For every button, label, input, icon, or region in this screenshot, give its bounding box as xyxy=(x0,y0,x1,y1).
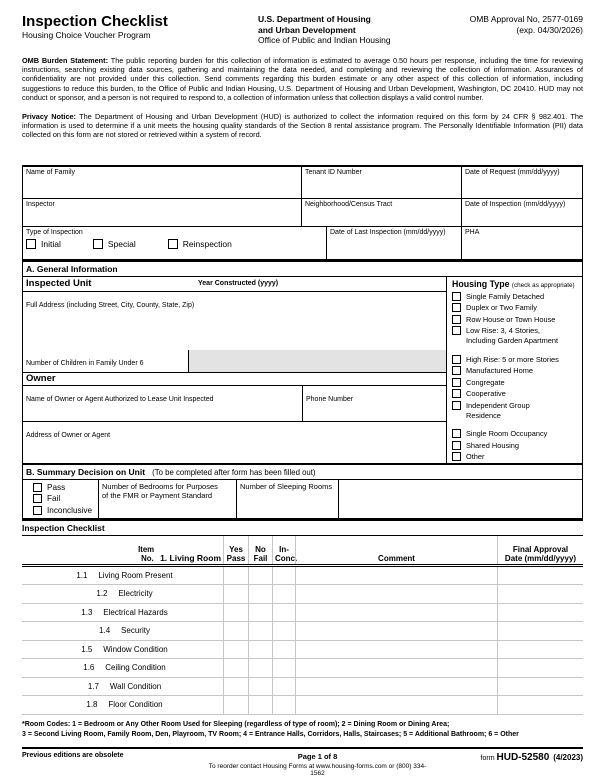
burden-label: OMB Burden Statement: xyxy=(22,55,108,65)
type-of-inspection-label: Type of Inspection xyxy=(26,228,83,236)
checklist-row xyxy=(22,659,583,678)
inc-header-line2: Conc. xyxy=(275,553,298,563)
no-fail-cell[interactable] xyxy=(248,585,272,603)
previous-editions-note: Previous editions are obsolete xyxy=(22,751,124,759)
yes-pass-cell[interactable] xyxy=(223,678,248,696)
dept-line3: Office of Public and Indian Housing xyxy=(258,35,391,45)
date-of-request-field[interactable] xyxy=(461,167,582,198)
owner-name-label: Name of Owner or Agent Authorized to Lease Unit Inspected xyxy=(26,395,214,403)
comment-cell[interactable] xyxy=(295,567,497,585)
owner-name-field[interactable] xyxy=(23,386,303,421)
housing-type-heading: Housing Type xyxy=(452,278,510,289)
children-under-6-label: Number of Children in Family Under 6 xyxy=(26,359,144,367)
date-last-inspection-field[interactable] xyxy=(326,227,461,259)
special-label: Special xyxy=(107,238,136,249)
fail-label: Fail xyxy=(47,494,61,504)
pass-label: Pass xyxy=(47,482,66,492)
row-label: Living Room Present xyxy=(98,570,173,580)
date-of-request-label: Date of Request (mm/dd/yyyy) xyxy=(465,168,560,176)
inconclusive-cell[interactable] xyxy=(272,622,295,640)
comment-cell[interactable] xyxy=(295,604,497,622)
inc-header-line1: In- xyxy=(279,544,289,554)
item-header-line1: Item xyxy=(138,544,155,554)
owner-address-field[interactable] xyxy=(23,422,446,456)
housing-item-label: Shared Housing xyxy=(466,440,520,450)
checkbox-shared-housing[interactable] xyxy=(452,441,461,450)
final-approval-cell[interactable] xyxy=(497,567,583,585)
checkbox-single-room-occupancy[interactable] xyxy=(452,429,461,438)
bedrooms-field[interactable] xyxy=(98,480,236,518)
housing-item-label: High Rise: 5 or more Stories xyxy=(466,354,559,364)
housing-item-continuation: Residence xyxy=(466,410,501,420)
burden-text: The public reporting burden for this collection of information is estimated to average 0.50 hours per response, including the time for reviewing instructions, searching existing data sources, gathering and maintaining the data needed, and completing and reviewing the collection of information. Assurances of confidentiality are not provided under this collection. Send comments regarding this burden estimate or any other aspect of this collection of information, including suggestions to reduce this burden, to the Office of Public and Indian Housing, U.S. Department of Housing and Urban Development, Washington, DC 20410. HUD may not conduct or sponsor, and a person is not required to respond to, a collection of information unless that collection displays a valid control number. xyxy=(22,55,583,103)
room-codes-line2: 3 = Second Living Room, Family Room, Den, Playroom, TV Room; 4 = Entrance Halls, Corridors, Halls, Staircases; 5 = Additional Bathroom; 6 = Other xyxy=(22,730,519,738)
checklist-table xyxy=(22,536,583,715)
row-number: 1.6 xyxy=(83,663,95,673)
section-b-title: B. Summary Decision on Unit xyxy=(26,466,146,477)
initial-label: Initial xyxy=(41,238,61,249)
name-of-family-label: Name of Family xyxy=(26,168,76,176)
comment-cell[interactable] xyxy=(295,696,497,714)
row-label: Ceiling Condition xyxy=(105,663,166,673)
final-approval-header-line2: Date (mm/dd/yyyy) xyxy=(504,553,577,563)
dept-line2: and Urban Development xyxy=(258,24,356,35)
section-b-empty-cell xyxy=(338,480,582,518)
no-header-line1: No xyxy=(255,544,266,554)
omb-expiry: (exp. 04/30/2026) xyxy=(516,24,583,35)
omb-burden-statement xyxy=(22,56,583,103)
yes-pass-cell[interactable] xyxy=(223,696,248,714)
housing-item-continuation: Including Garden Apartment xyxy=(466,336,559,346)
yes-pass-cell[interactable] xyxy=(223,604,248,622)
inconclusive-cell[interactable] xyxy=(272,696,295,714)
dept-line1: U.S. Department of Housing xyxy=(258,14,371,24)
housing-item-label: Manufactured Home xyxy=(466,366,533,376)
pha-field[interactable] xyxy=(461,227,582,259)
checkbox-reinspection[interactable] xyxy=(168,239,178,249)
row-number: 1.8 xyxy=(86,700,98,710)
page-footer xyxy=(22,747,583,777)
checklist-header-row xyxy=(22,536,583,567)
checkbox-cooperative[interactable] xyxy=(452,389,461,398)
section-b-body xyxy=(22,480,583,519)
bedrooms-label-line2: of the FMR or Payment Standard xyxy=(102,490,213,500)
yes-header-line1: Yes xyxy=(229,544,243,554)
form-label: form xyxy=(480,754,497,762)
row-number: 1.3 xyxy=(81,607,93,617)
date-last-inspection-label: Date of Last Inspection (mm/dd/yyyy) xyxy=(330,228,446,236)
housing-item-label: Single Room Occupancy xyxy=(466,429,548,439)
room-codes-line1: *Room Codes: 1 = Bedroom or Any Other Room Used for Sleeping (regardless of type of room); 2 = Dining Room or Dining Area; xyxy=(22,720,450,728)
comment-header: Comment xyxy=(378,553,415,563)
row-label: Window Condition xyxy=(103,644,168,654)
final-approval-cell[interactable] xyxy=(497,604,583,622)
inconclusive-cell[interactable] xyxy=(272,659,295,677)
date-of-inspection-label: Date of Inspection (mm/dd/yyyy) xyxy=(465,200,566,208)
phone-number-label: Phone Number xyxy=(306,395,354,403)
yes-pass-cell[interactable] xyxy=(223,641,248,659)
tenant-id-field[interactable] xyxy=(301,167,461,198)
row-label: Wall Condition xyxy=(109,681,162,691)
inconclusive-cell[interactable] xyxy=(272,585,295,603)
bedrooms-label-line1: Number of Bedrooms for Purposes xyxy=(102,481,218,491)
inspected-unit-heading: Inspected Unit xyxy=(26,278,92,290)
checkbox-independent-group[interactable] xyxy=(452,401,461,410)
date-of-inspection-field[interactable] xyxy=(461,199,582,226)
housing-item-label: Single Family Detached xyxy=(466,291,545,301)
neighborhood-field[interactable] xyxy=(301,199,461,226)
checkbox-fail[interactable] xyxy=(33,494,42,503)
tenant-id-label: Tenant ID Number xyxy=(305,168,362,176)
type-of-inspection-cell xyxy=(23,227,326,259)
section-b-title-bar xyxy=(22,463,583,480)
year-constructed-field[interactable]: Year Constructed (yyyy) xyxy=(198,280,279,288)
no-fail-cell[interactable] xyxy=(248,567,272,585)
children-under-6-field[interactable] xyxy=(23,350,189,372)
row-number: 1.4 xyxy=(99,626,111,636)
sleeping-rooms-field[interactable] xyxy=(236,480,338,518)
final-approval-cell[interactable] xyxy=(497,641,583,659)
form-header xyxy=(22,14,583,46)
yes-pass-cell[interactable] xyxy=(223,622,248,640)
page-title: Inspection Checklist xyxy=(22,13,168,30)
privacy-notice xyxy=(22,112,583,140)
row-number: 1.5 xyxy=(81,644,93,654)
no-fail-cell[interactable] xyxy=(248,604,272,622)
inconclusive-cell[interactable] xyxy=(272,678,295,696)
final-approval-header-line1: Final Approval xyxy=(512,544,569,554)
yes-header-line2: Pass xyxy=(226,553,246,563)
owner-address-label: Address of Owner or Agent xyxy=(26,431,111,439)
checkbox-congregate[interactable] xyxy=(452,378,461,387)
housing-item-label: Congregate xyxy=(466,377,505,387)
sleeping-rooms-label: Number of Sleeping Rooms xyxy=(240,481,333,491)
row-label: Electricity xyxy=(118,589,153,599)
yes-pass-cell[interactable] xyxy=(223,585,248,603)
no-header-line2: Fail xyxy=(253,553,268,563)
checklist-row xyxy=(22,567,583,586)
privacy-text: The Department of Housing and Urban Development (HUD) is authorized to collect the information required on this form by 24 CFR § 982.401. The information is used to determine if a unit meets the housing quality standards of the Section 8 rental assistance program. The Personally Identifiable Information (PII) data collected on this form are not stored or retrieved within a system of record. xyxy=(22,111,584,140)
final-approval-cell[interactable] xyxy=(497,678,583,696)
checklist-row xyxy=(22,604,583,623)
owner-heading: Owner xyxy=(23,373,446,386)
checkbox-high-rise[interactable] xyxy=(452,355,461,364)
pha-label: PHA xyxy=(465,228,480,236)
checkbox-manufactured-home[interactable] xyxy=(452,366,461,375)
comment-cell[interactable] xyxy=(295,678,497,696)
checkbox-other-housing[interactable] xyxy=(452,452,461,461)
form-revision: (4/2023) xyxy=(553,752,583,762)
housing-item-label: Duplex or Two Family xyxy=(466,303,537,313)
row-number: 1.1 xyxy=(76,570,88,580)
section-a-body xyxy=(22,277,583,463)
identification-table xyxy=(22,165,583,260)
privacy-label: Privacy Notice: xyxy=(22,111,76,121)
comment-cell[interactable] xyxy=(295,585,497,603)
checklist-row xyxy=(22,585,583,604)
no-fail-cell[interactable] xyxy=(248,641,272,659)
reorder-note: To reorder contact Housing Forms at www.housing-forms.com or (800) 334-1562 xyxy=(208,762,427,777)
department-block xyxy=(258,14,448,46)
row-label: Electrical Hazards xyxy=(103,607,168,617)
item-header-line2: No. xyxy=(141,553,154,563)
phone-number-field[interactable] xyxy=(303,386,446,421)
final-approval-cell[interactable] xyxy=(497,622,583,640)
row-label: Security xyxy=(121,626,150,636)
housing-item-label: Row House or Town House xyxy=(466,314,556,324)
checklist-row xyxy=(22,641,583,660)
no-fail-cell[interactable] xyxy=(248,659,272,677)
page-number: Page 1 of 8 xyxy=(297,751,338,761)
checkbox-special[interactable] xyxy=(93,239,103,249)
checkbox-row-house[interactable] xyxy=(452,315,461,324)
form-number-block xyxy=(433,752,583,763)
final-approval-cell[interactable] xyxy=(497,585,583,603)
inconclusive-label: Inconclusive xyxy=(47,505,93,515)
housing-item-label: Other xyxy=(466,452,485,462)
final-approval-cell[interactable] xyxy=(497,659,583,677)
comment-cell[interactable] xyxy=(295,622,497,640)
omb-approval-block xyxy=(448,14,583,46)
housing-item-label: Low Rise: 3, 4 Stories, xyxy=(466,325,540,335)
omb-number: OMB Approval No, 2577-0169 xyxy=(469,14,583,24)
yes-pass-cell[interactable] xyxy=(223,567,248,585)
no-fail-cell[interactable] xyxy=(248,622,272,640)
section-a-title: A. General Information xyxy=(22,260,583,277)
children-shaded-area xyxy=(189,350,446,372)
row-number: 1.7 xyxy=(87,681,99,691)
housing-type-column xyxy=(447,277,582,463)
yes-pass-cell[interactable] xyxy=(223,659,248,677)
reinspection-label: Reinspection xyxy=(182,238,232,249)
section-b-note: (To be completed after form has been filled out) xyxy=(152,467,316,477)
checkbox-inconclusive[interactable] xyxy=(33,506,42,515)
inconclusive-cell[interactable] xyxy=(272,641,295,659)
checklist-row xyxy=(22,696,583,715)
name-of-family-field[interactable] xyxy=(23,167,301,198)
room-codes-footnote xyxy=(22,720,583,740)
row-number: 1.2 xyxy=(96,589,108,599)
checklist-title: Inspection Checklist xyxy=(22,519,583,536)
housing-item-label: Cooperative xyxy=(466,389,506,399)
no-fail-cell[interactable] xyxy=(248,678,272,696)
checklist-row xyxy=(22,678,583,697)
checkbox-low-rise[interactable] xyxy=(452,326,461,335)
inspector-field[interactable] xyxy=(23,199,301,226)
housing-type-note: (check as appropriate) xyxy=(511,281,575,289)
checkbox-initial[interactable] xyxy=(26,239,36,249)
inspector-label: Inspector xyxy=(26,200,55,208)
comment-cell[interactable] xyxy=(295,641,497,659)
checklist-row xyxy=(22,622,583,641)
checkbox-pass[interactable] xyxy=(33,483,42,492)
no-fail-cell[interactable] xyxy=(248,696,272,714)
full-address-label: Full Address (including Street, City, County, State, Zip) xyxy=(26,301,195,309)
neighborhood-label: Neighborhood/Census Tract xyxy=(305,200,393,208)
housing-item-label: Independent Group xyxy=(466,400,530,410)
final-approval-cell[interactable] xyxy=(497,696,583,714)
form-number: HUD-52580 xyxy=(496,751,550,763)
page-subtitle: Housing Choice Voucher Program xyxy=(22,30,151,40)
room-header: 1. Living Room xyxy=(160,552,221,563)
inconclusive-cell[interactable] xyxy=(272,567,295,585)
comment-cell[interactable] xyxy=(295,659,497,677)
checkbox-single-family[interactable] xyxy=(452,292,461,301)
row-label: Floor Condition xyxy=(108,700,163,710)
inconclusive-cell[interactable] xyxy=(272,604,295,622)
checkbox-duplex[interactable] xyxy=(452,303,461,312)
full-address-field[interactable] xyxy=(23,292,446,350)
